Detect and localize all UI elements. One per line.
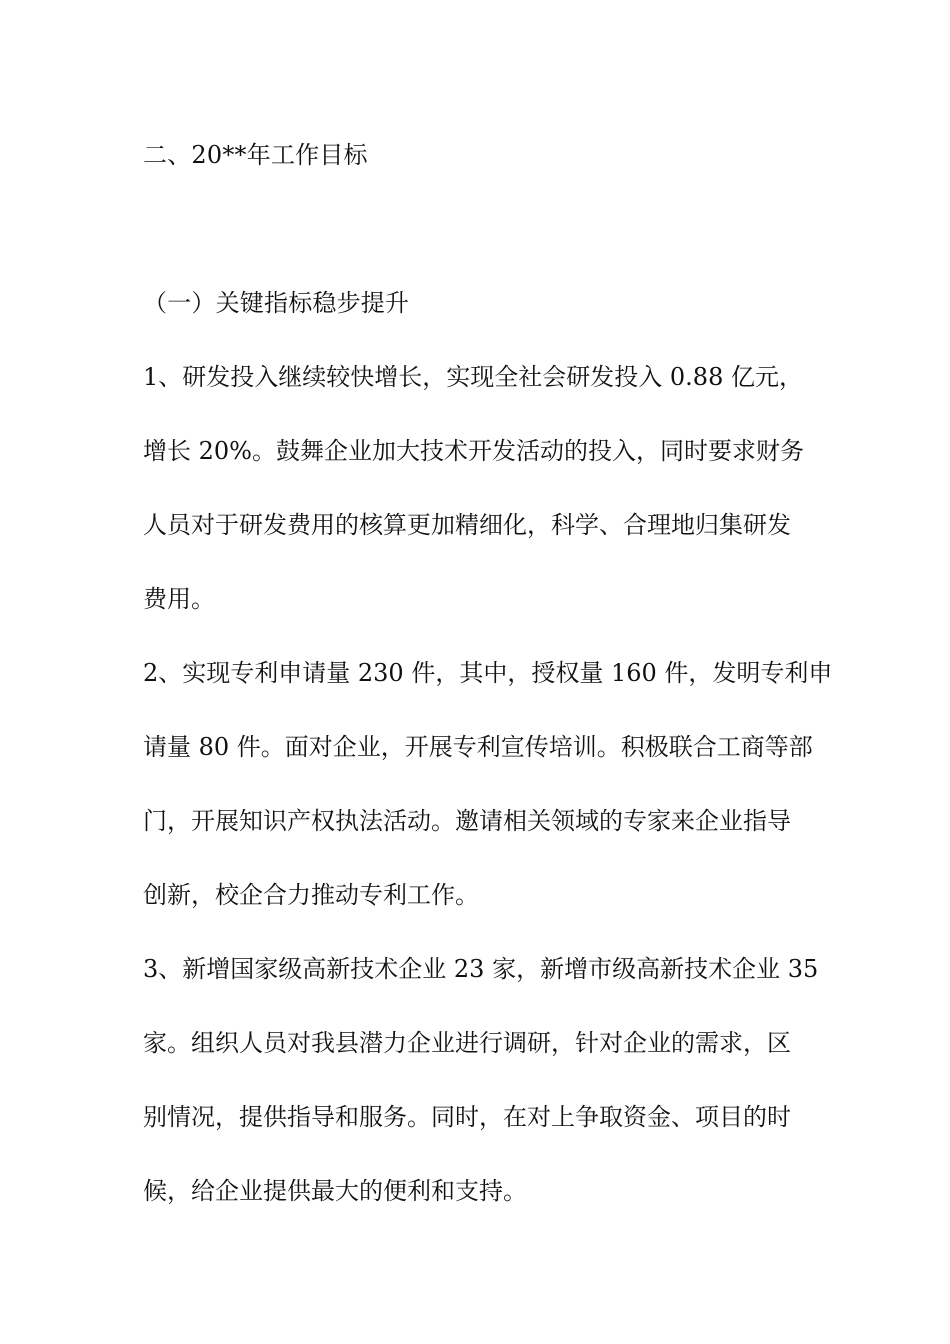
text-line: 3、新增国家级高新技术企业 23 家，新增市级高新技术企业 35 xyxy=(143,955,819,983)
text-line: 费用。 xyxy=(143,585,215,613)
subsection-heading: （一）关键指标稳步提升 xyxy=(143,289,410,317)
text-line: 人员对于研发费用的核算更加精细化，科学、合理地归集研发 xyxy=(143,511,791,539)
text-line: 别情况，提供指导和服务。同时，在对上争取资金、项目的时 xyxy=(143,1103,791,1131)
text-line: 2、实现专利申请量 230 件，其中，授权量 160 件，发明专利申 xyxy=(143,659,833,687)
text-line: 创新，校企合力推动专利工作。 xyxy=(143,881,479,909)
text-line: 请量 80 件。面对企业，开展专利宣传培训。积极联合工商等部 xyxy=(143,733,813,761)
text-line: 1、研发投入继续较快增长，实现全社会研发投入 0.88 亿元， xyxy=(143,363,803,391)
section-heading: 二、20**年工作目标 xyxy=(143,141,368,169)
text-line: 候，给企业提供最大的便利和支持。 xyxy=(143,1177,527,1205)
text-line: 门，开展知识产权执法活动。邀请相关领域的专家来企业指导 xyxy=(143,807,791,835)
text-line: 家。组织人员对我县潜力企业进行调研，针对企业的需求，区 xyxy=(143,1029,791,1057)
body-text xyxy=(143,340,833,1228)
text-line: 增长 20%。鼓舞企业加大技术开发活动的投入，同时要求财务 xyxy=(143,437,804,465)
